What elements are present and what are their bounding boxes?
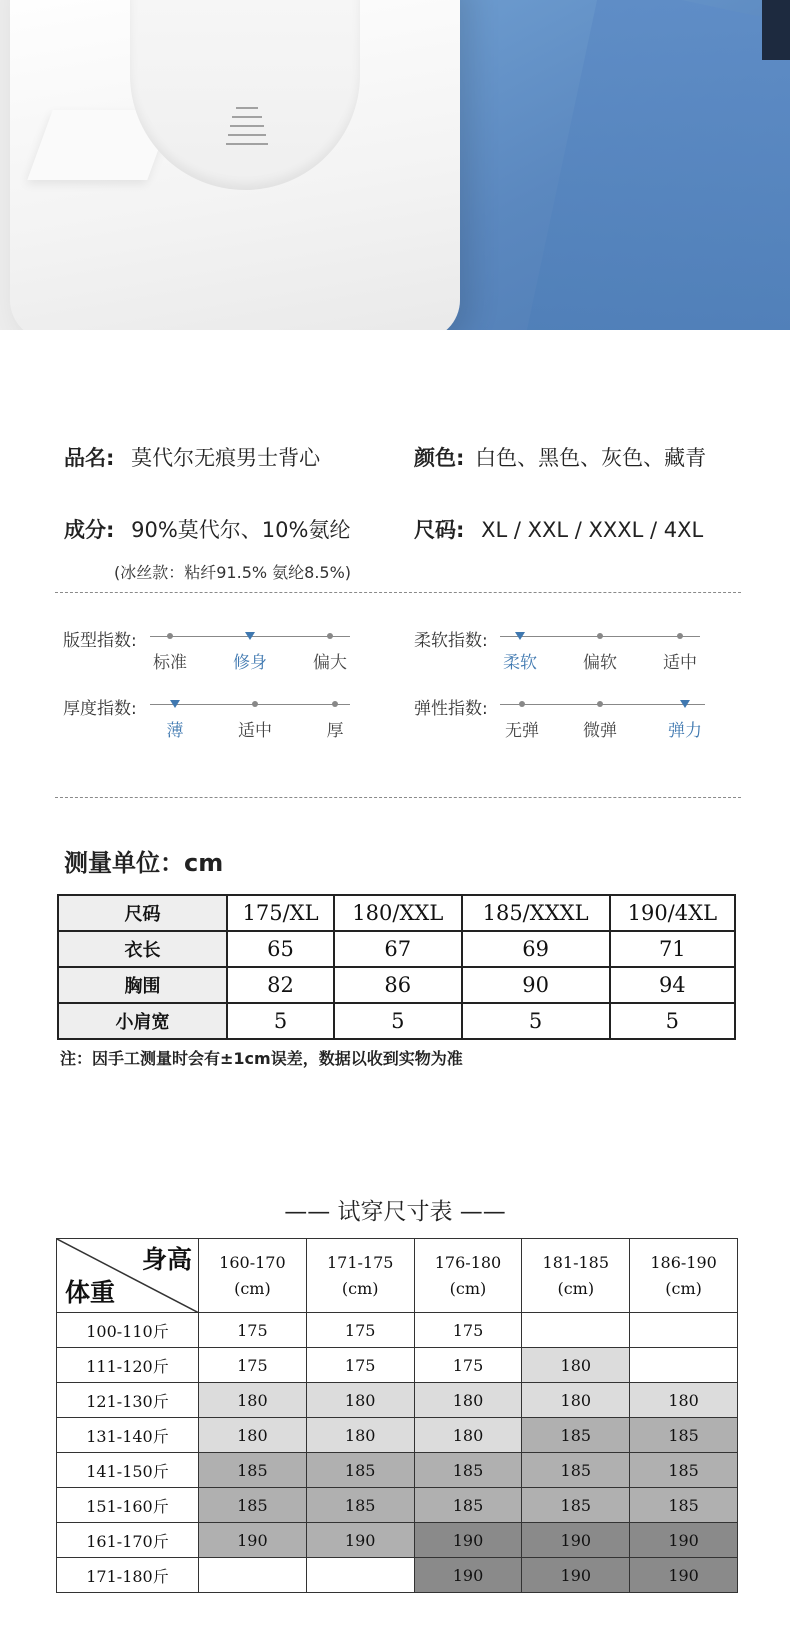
- selected-marker-icon: [680, 700, 690, 708]
- recommended-size-cell: 190: [522, 1523, 630, 1558]
- height-range: 181-185: [542, 1252, 610, 1272]
- tryon-row: [57, 1348, 738, 1383]
- recommended-size-cell: 180: [630, 1383, 738, 1418]
- navy-vest-edge: [762, 0, 790, 60]
- scale-dot: [677, 633, 683, 639]
- tryon-row: [57, 1418, 738, 1453]
- index-label: 版型指数:: [63, 631, 137, 651]
- measurement-note: 注：因手工测量时会有±1cm误差，数据以收到实物为准: [60, 1049, 463, 1068]
- scale-dot: [327, 633, 333, 639]
- scale-dot: [519, 701, 525, 707]
- height-range-header: [522, 1239, 630, 1313]
- recommended-size-cell: 185: [630, 1453, 738, 1488]
- height-range: 160-170: [219, 1252, 286, 1272]
- height-unit: (cm): [449, 1278, 487, 1298]
- measurement-cell: 67: [334, 931, 462, 967]
- recommended-size-cell: 175: [306, 1348, 414, 1383]
- tryon-table: [56, 1238, 738, 1593]
- measurement-cell: 65: [227, 931, 334, 967]
- recommended-size-cell: [630, 1348, 738, 1383]
- height-unit: (cm): [234, 1278, 271, 1298]
- scale-dot: [597, 633, 603, 639]
- measurement-cell: 185/XXXL: [462, 895, 610, 931]
- index-option: 厚: [326, 721, 344, 741]
- height-header: 身高: [141, 1245, 192, 1274]
- height-range: 186-190: [650, 1252, 717, 1272]
- product-color-label: 颜色:: [414, 446, 465, 470]
- recommended-size-cell: 180: [306, 1383, 414, 1418]
- measurement-cell: 5: [227, 1003, 334, 1039]
- product-material-value: 90%莫代尔、10%氨纶: [131, 518, 351, 542]
- recommended-size-cell: 180: [199, 1418, 307, 1453]
- index-option: 柔软: [503, 653, 537, 673]
- recommended-size-cell: 185: [199, 1453, 307, 1488]
- measurement-cell: 69: [462, 931, 610, 967]
- product-size-value: XL / XXL / XXXL / 4XL: [481, 518, 704, 542]
- height-unit: (cm): [341, 1278, 379, 1298]
- index-option: 无弹: [505, 721, 539, 741]
- recommended-size-cell: 175: [199, 1348, 307, 1383]
- weight-range: 131-140斤: [57, 1418, 199, 1453]
- ice-silk-note: (冰丝款：粘纤91.5% 氨纶8.5%): [114, 563, 352, 582]
- recommended-size-cell: 180: [306, 1418, 414, 1453]
- measurement-cell: 94: [610, 967, 735, 1003]
- recommended-size-cell: 190: [414, 1523, 522, 1558]
- product-name-label: 品名:: [64, 446, 115, 470]
- recommended-size-cell: 190: [630, 1523, 738, 1558]
- measurement-row-label: 胸围: [58, 967, 227, 1003]
- height-range: 176-180: [434, 1252, 502, 1272]
- recommended-size-cell: 185: [522, 1453, 630, 1488]
- printed-label-graphic: [222, 100, 272, 160]
- index-label: 厚度指数:: [63, 699, 137, 719]
- recommended-size-cell: 185: [630, 1488, 738, 1523]
- measurement-header-row: [58, 895, 735, 931]
- measurement-cell: 82: [227, 967, 334, 1003]
- measurement-cell: 180/XXL: [334, 895, 462, 931]
- measurement-row: [58, 931, 735, 967]
- measurement-cell: 5: [610, 1003, 735, 1039]
- recommended-size-cell: 180: [199, 1383, 307, 1418]
- dashed-divider: [55, 797, 741, 798]
- height-range-header: [306, 1239, 414, 1313]
- measurement-row: [58, 1003, 735, 1039]
- recommended-size-cell: 175: [306, 1313, 414, 1348]
- height-unit: (cm): [557, 1278, 595, 1298]
- index-option: 微弹: [583, 721, 617, 741]
- scale-dot: [252, 701, 258, 707]
- index-option: 偏大: [313, 653, 347, 673]
- index-option: 薄: [166, 721, 184, 741]
- product-color-value: 白色、黑色、灰色、藏青: [475, 446, 707, 470]
- index-label: 柔软指数:: [414, 631, 488, 651]
- selected-marker-icon: [245, 632, 255, 640]
- tryon-row: [57, 1313, 738, 1348]
- recommended-size-cell: 185: [630, 1418, 738, 1453]
- recommended-size-cell: [630, 1313, 738, 1348]
- height-range-header: [630, 1239, 738, 1313]
- unit-title: 测量单位：cm: [64, 849, 224, 877]
- recommended-size-cell: 190: [522, 1558, 630, 1593]
- measurement-row: [58, 967, 735, 1003]
- weight-range: 161-170斤: [57, 1523, 199, 1558]
- height-range: 171-175: [326, 1252, 394, 1272]
- index-option: 修身: [233, 653, 267, 673]
- index-option: 标准: [153, 653, 187, 673]
- height-range-header: [199, 1239, 307, 1313]
- measurement-cell: 5: [334, 1003, 462, 1039]
- tryon-row: [57, 1523, 738, 1558]
- recommended-size-cell: 175: [199, 1313, 307, 1348]
- index-option: 适中: [238, 721, 272, 741]
- index-option: 适中: [663, 653, 697, 673]
- tryon-row: [57, 1558, 738, 1593]
- product-photo: [0, 0, 790, 330]
- recommended-size-cell: 190: [630, 1558, 738, 1593]
- recommended-size-cell: 190: [414, 1558, 522, 1593]
- selected-marker-icon: [170, 700, 180, 708]
- weight-range: 141-150斤: [57, 1453, 199, 1488]
- measurement-cell: 71: [610, 931, 735, 967]
- dashed-divider: [55, 592, 741, 593]
- measurement-cell: 5: [462, 1003, 610, 1039]
- tryon-title: —— 试穿尺寸表 ——: [284, 1199, 506, 1225]
- recommended-size-cell: 190: [306, 1523, 414, 1558]
- measurement-row-label: 衣长: [58, 931, 227, 967]
- recommended-size-cell: 180: [522, 1383, 630, 1418]
- recommended-size-cell: 185: [199, 1488, 307, 1523]
- tryon-row: [57, 1383, 738, 1418]
- index-label: 弹性指数:: [414, 699, 488, 719]
- recommended-size-cell: 180: [414, 1383, 522, 1418]
- index-scale-line: [150, 704, 350, 705]
- measurement-cell: 90: [462, 967, 610, 1003]
- height-range-header: [414, 1239, 522, 1313]
- recommended-size-cell: 185: [306, 1453, 414, 1488]
- product-material-label: 成分:: [64, 518, 115, 542]
- recommended-size-cell: 185: [414, 1453, 522, 1488]
- recommended-size-cell: 185: [306, 1488, 414, 1523]
- recommended-size-cell: 175: [414, 1313, 522, 1348]
- weight-range: 111-120斤: [57, 1348, 199, 1383]
- recommended-size-cell: 185: [522, 1418, 630, 1453]
- recommended-size-cell: [522, 1313, 630, 1348]
- measurement-row-label: 尺码: [58, 895, 227, 931]
- weight-range: 100-110斤: [57, 1313, 199, 1348]
- recommended-size-cell: 175: [414, 1348, 522, 1383]
- measurement-table: [57, 894, 736, 1040]
- weight-range: 171-180斤: [57, 1558, 199, 1593]
- recommended-size-cell: 185: [522, 1488, 630, 1523]
- recommended-size-cell: 180: [522, 1348, 630, 1383]
- product-material-row: [64, 514, 350, 544]
- weight-range: 151-160斤: [57, 1488, 199, 1523]
- height-unit: (cm): [665, 1278, 702, 1298]
- recommended-size-cell: 190: [199, 1523, 307, 1558]
- recommended-size-cell: 185: [414, 1488, 522, 1523]
- scale-dot: [167, 633, 173, 639]
- recommended-size-cell: 180: [414, 1418, 522, 1453]
- recommended-size-cell: [199, 1558, 307, 1593]
- measurement-cell: 86: [334, 967, 462, 1003]
- measurement-cell: 190/4XL: [610, 895, 735, 931]
- scale-dot: [332, 701, 338, 707]
- product-color-row: [414, 442, 706, 472]
- product-name-value: 莫代尔无痕男士背心: [131, 446, 321, 470]
- product-size-row: [414, 514, 703, 544]
- scale-dot: [597, 701, 603, 707]
- index-option: 偏软: [583, 653, 617, 673]
- measurement-cell: 175/XL: [227, 895, 334, 931]
- measurement-row-label: 小肩宽: [58, 1003, 227, 1039]
- selected-marker-icon: [515, 632, 525, 640]
- weight-header: 体重: [65, 1278, 116, 1307]
- recommended-size-cell: [306, 1558, 414, 1593]
- index-option: 弹力: [668, 721, 702, 741]
- tryon-corner-cell: [57, 1239, 199, 1313]
- product-size-label: 尺码:: [414, 518, 465, 542]
- weight-range: 121-130斤: [57, 1383, 199, 1418]
- product-name-row: [64, 442, 320, 472]
- tryon-row: [57, 1488, 738, 1523]
- tryon-row: [57, 1453, 738, 1488]
